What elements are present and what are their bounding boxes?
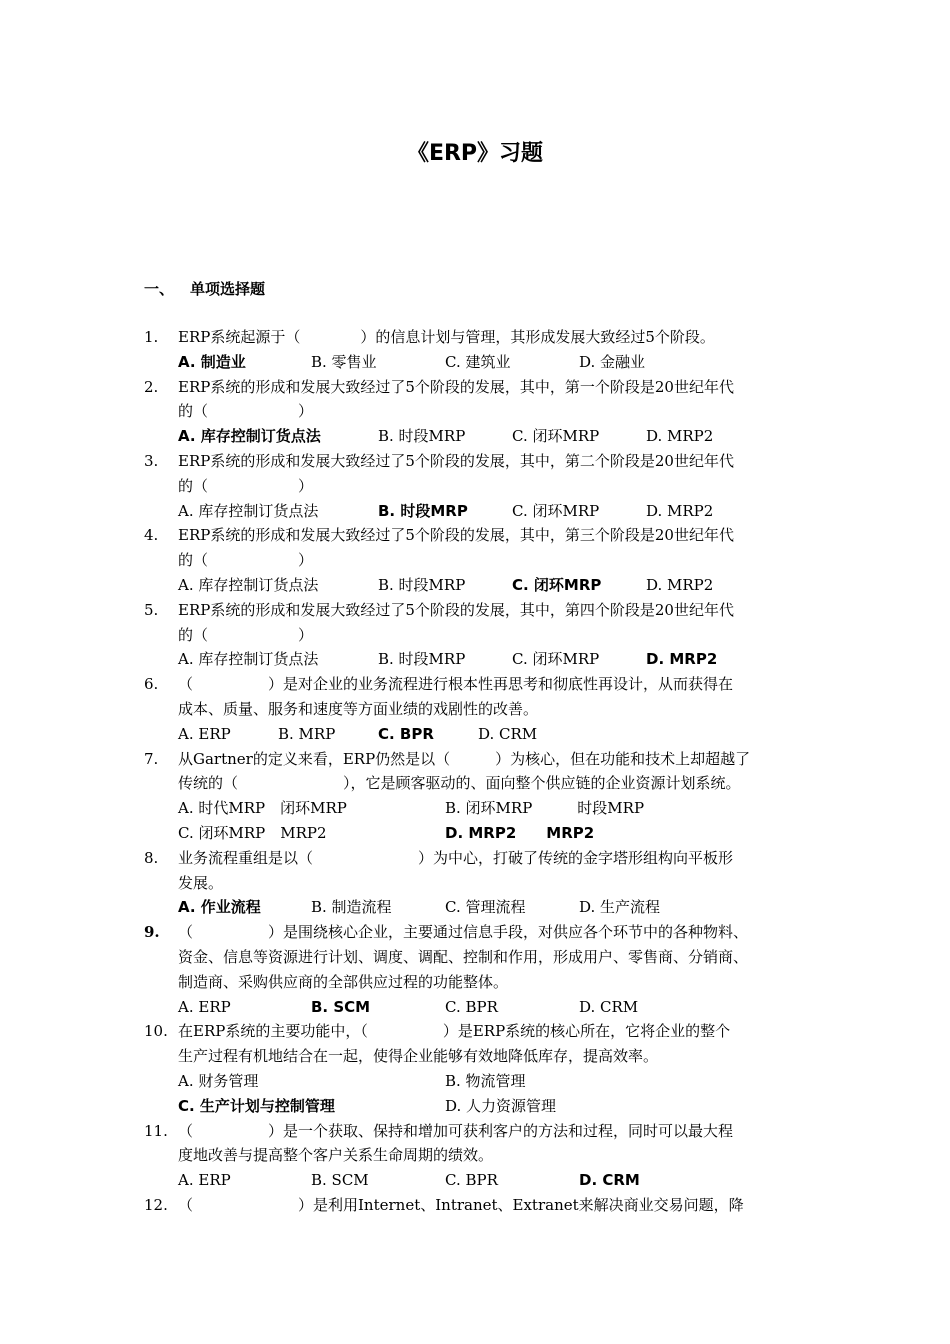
question-7 [144, 747, 824, 772]
question-text-line [144, 945, 824, 970]
option-d: D. 金融业 [579, 352, 646, 371]
option-b: B. SCM [311, 997, 371, 1016]
section-heading [144, 278, 265, 299]
question-number: 12. [144, 1195, 168, 1214]
question-9 [144, 920, 824, 945]
question-4 [144, 523, 824, 548]
question-8 [144, 846, 824, 871]
option-b: B. 零售业 [311, 352, 377, 371]
option-c: C. BPR [378, 724, 434, 743]
question-text: （ ）是对企业的业务流程进行根本性再思考和彻底性再设计，从而获得在 [178, 675, 734, 694]
option-b: B. SCM [311, 1171, 369, 1190]
question-number: 10. [144, 1022, 168, 1041]
option-b: B. 时段MRP [378, 501, 468, 520]
option-c: C. BPR [445, 997, 498, 1016]
option-d: D. 生产流程 [579, 898, 661, 917]
option-d: D. CRM [579, 997, 639, 1016]
question-text: ERP系统的形成和发展大致经过了5个阶段的发展，其中，第三个阶段是20世纪年代 [178, 526, 734, 545]
question-text-line [144, 697, 824, 722]
question-3 [144, 449, 824, 474]
option-b: B. MRP [278, 724, 336, 743]
question-text: 制造商、采购供应商的全部供应过程的功能整体。 [178, 972, 509, 991]
options-row [144, 424, 824, 449]
option-a: A. 库存控制订货点法 [178, 501, 319, 520]
question-1 [144, 325, 824, 350]
option-d: D. CRM [478, 724, 538, 743]
option-d: D. MRP2 MRP2 [445, 823, 595, 842]
option-b: B. 时段MRP [378, 650, 466, 669]
question-number: 6. [144, 675, 159, 694]
question-text: 在ERP系统的主要功能中，（ ）是ERP系统的核心所在，它将企业的整个 [178, 1022, 731, 1041]
option-c: C. 管理流程 [445, 898, 526, 917]
question-6 [144, 672, 824, 697]
question-text-line [144, 548, 824, 573]
options-row [144, 796, 824, 821]
question-number: 11. [144, 1121, 168, 1140]
options-row [144, 722, 824, 747]
options-row [144, 821, 824, 846]
section-number: 一、 [144, 280, 175, 298]
option-d: D. MRP2 [646, 650, 718, 669]
question-text: 的（ ） [178, 551, 314, 570]
question-text: 从Gartner的定义来看，ERP仍然是以（ ）为核心，但在功能和技术上却超越了 [178, 749, 751, 768]
question-text-line [144, 871, 824, 896]
question-text: ERP系统的形成和发展大致经过了5个阶段的发展，其中，第四个阶段是20世纪年代 [178, 600, 734, 619]
option-c: C. 闭环MRP [512, 575, 602, 594]
question-5 [144, 598, 824, 623]
question-text-line [144, 1143, 824, 1168]
question-number: 4. [144, 526, 159, 545]
options-row [144, 1069, 824, 1094]
question-text-line [144, 623, 824, 648]
options-row [144, 1094, 824, 1119]
question-text: 度地改善与提高整个客户关系生命周期的绩效。 [178, 1146, 494, 1165]
question-number: 1. [144, 328, 159, 346]
option-d: D. CRM [579, 1171, 640, 1190]
option-d: D. MRP2 [646, 501, 714, 520]
option-c: C. 闭环MRP [512, 427, 600, 446]
option-c: C. 闭环MRP [512, 501, 600, 520]
question-number: 8. [144, 848, 159, 867]
option-b: B. 闭环MRP 时段MRP [445, 799, 645, 818]
question-text-line [144, 771, 824, 796]
option-c: C. 闭环MRP [512, 650, 600, 669]
option-a: A. ERP [178, 1171, 231, 1190]
question-number: 3. [144, 451, 159, 470]
question-2 [144, 375, 824, 400]
option-b: B. 时段MRP [378, 427, 466, 446]
question-number: 9. [144, 923, 160, 942]
options-row [144, 895, 824, 920]
options-row [144, 995, 824, 1020]
option-d: D. MRP2 [646, 575, 714, 594]
question-10 [144, 1019, 824, 1044]
question-number: 7. [144, 749, 159, 768]
option-a: A. ERP [178, 997, 231, 1016]
question-text: ERP系统的形成和发展大致经过了5个阶段的发展，其中，第一个阶段是20世纪年代 [178, 377, 734, 396]
question-text: 的（ ） [178, 476, 314, 495]
question-text: 资金、信息等资源进行计划、调度、调配、控制和作用，形成用户、零售商、分销商、 [178, 947, 749, 966]
option-d: D. 人力资源管理 [445, 1096, 557, 1115]
option-c: C. 建筑业 [445, 352, 511, 371]
option-a: A. 作业流程 [178, 898, 261, 917]
question-text: （ ）是围绕核心企业，主要通过信息手段，对供应各个环节中的各种物料、 [178, 923, 749, 942]
question-text: 成本、质量、服务和速度等方面业绩的戏剧性的改善。 [178, 699, 539, 718]
question-text: 的（ ） [178, 402, 314, 421]
option-a: A. 库存控制订货点法 [178, 575, 319, 594]
options-row [144, 1168, 824, 1193]
option-c: C. 生产计划与控制管理 [178, 1096, 335, 1115]
option-b: B. 物流管理 [445, 1071, 526, 1090]
question-text-line [144, 1044, 824, 1069]
section-title: 单项选择题 [190, 280, 266, 298]
option-a: A. 财务管理 [178, 1071, 259, 1090]
option-a: A. 制造业 [178, 352, 246, 371]
option-c: C. BPR [445, 1171, 498, 1190]
question-text-line [144, 474, 824, 499]
question-text: （ ）是利用Internet、Intranet、Extranet来解决商业交易问题，降 [178, 1195, 744, 1214]
question-list [144, 325, 824, 1218]
options-row [144, 573, 824, 598]
question-text: ERP系统的形成和发展大致经过了5个阶段的发展，其中，第二个阶段是20世纪年代 [178, 451, 734, 470]
option-b: B. 制造流程 [311, 898, 392, 917]
option-a: A. ERP [178, 724, 231, 743]
options-row [144, 647, 824, 672]
option-a: A. 库存控制订货点法 [178, 650, 319, 669]
question-12 [144, 1193, 824, 1218]
question-number: 5. [144, 600, 159, 619]
options-row [144, 350, 824, 375]
question-text: ERP系统起源于（ ）的信息计划与管理，其形成发展大致经过5个阶段。 [178, 328, 715, 346]
question-text-line [144, 970, 824, 995]
question-text: 传统的（ ），它是顾客驱动的、面向整个供应链的企业资源计划系统。 [178, 774, 741, 793]
question-text-line [144, 399, 824, 424]
option-a: A. 时代MRP 闭环MRP [178, 799, 347, 818]
question-text: 的（ ） [178, 625, 314, 644]
option-d: D. MRP2 [646, 427, 714, 446]
question-text: 发展。 [178, 873, 224, 892]
option-a: A. 库存控制订货点法 [178, 427, 321, 446]
option-c: C. 闭环MRP MRP2 [178, 823, 327, 842]
question-text: 业务流程重组是以（ ）为中心，打破了传统的金字塔形组构向平板形 [178, 848, 734, 867]
options-row [144, 499, 824, 524]
question-text: （ ）是一个获取、保持和增加可获利客户的方法和过程，同时可以最大程 [178, 1121, 734, 1140]
page-title: 《ERP》习题 [406, 141, 544, 166]
question-text: 生产过程有机地结合在一起，使得企业能够有效地降低库存，提高效率。 [178, 1047, 659, 1066]
option-b: B. 时段MRP [378, 575, 466, 594]
question-11 [144, 1119, 824, 1144]
question-number: 2. [144, 377, 159, 396]
